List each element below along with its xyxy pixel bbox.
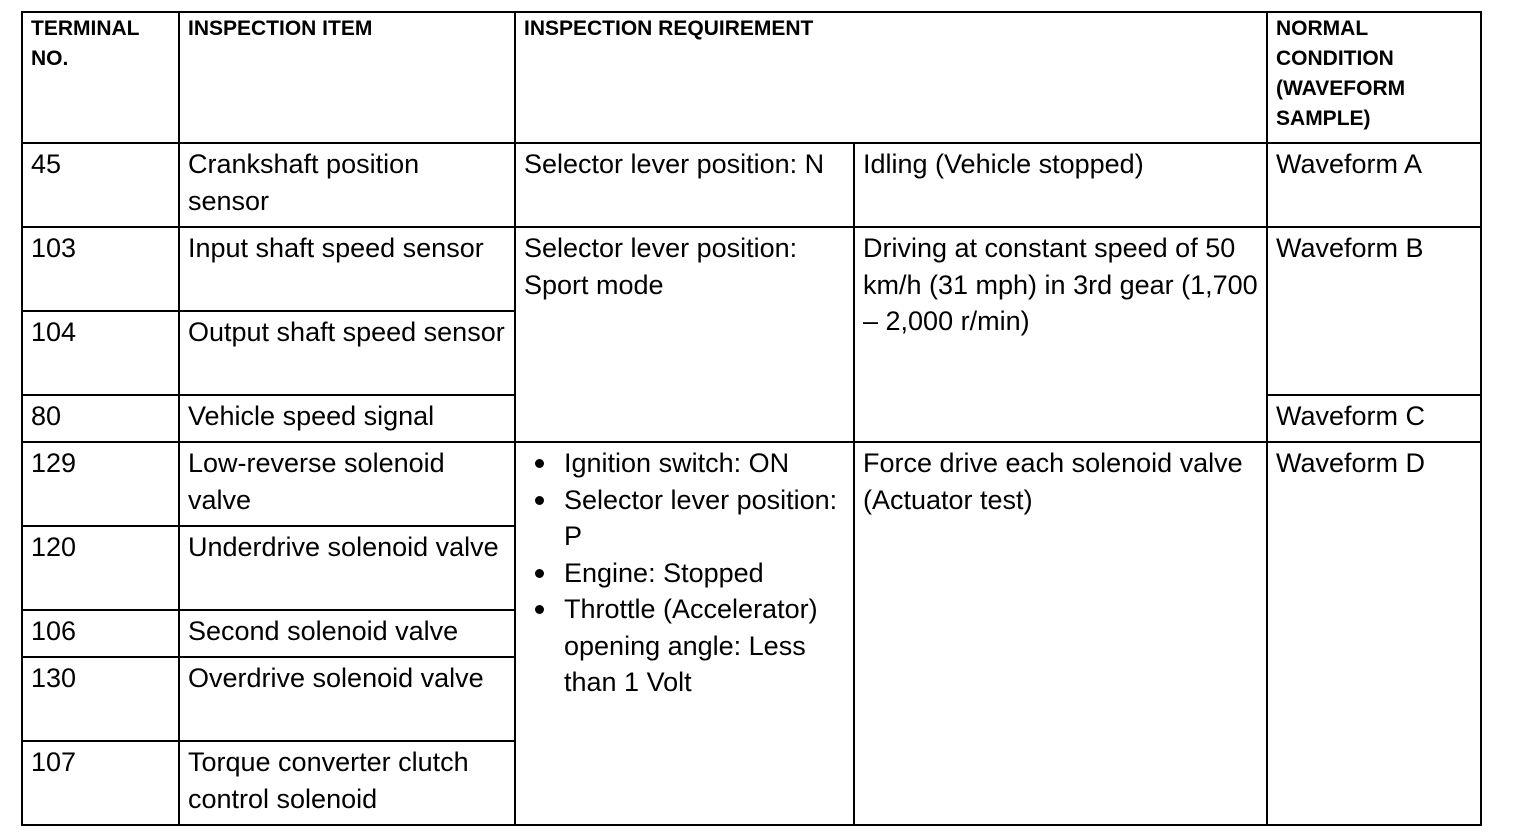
list-item: Ignition switch: ON <box>524 445 845 482</box>
terminal-cell: 45 <box>22 143 179 227</box>
item-cell: Crankshaft position sensor <box>179 143 515 227</box>
waveform-cell: Waveform A <box>1267 143 1481 227</box>
condition-cell: Driving at constant speed of 50 km/h (31 mph) in 3rd gear (1,700 – 2,000 r/min) <box>854 227 1267 442</box>
waveform-cell: Waveform B <box>1267 227 1481 395</box>
item-cell: Second solenoid valve <box>179 610 515 657</box>
table-row <box>22 442 1481 526</box>
condition-cell: Idling (Vehicle stopped) <box>854 143 1267 227</box>
item-cell: Input shaft speed sensor <box>179 227 515 311</box>
waveform-cell: Waveform C <box>1267 395 1481 442</box>
terminal-cell: 107 <box>22 741 179 825</box>
item-cell: Overdrive solenoid valve <box>179 657 515 741</box>
header-normal-condition: NORMAL CONDITION (WAVEFORM SAMPLE) <box>1267 12 1481 143</box>
item-cell: Torque converter clutch control solenoid <box>179 741 515 825</box>
terminal-cell: 104 <box>22 311 179 395</box>
list-item: Throttle (Accelerator) opening angle: Less than 1 Volt <box>524 591 845 701</box>
terminal-cell: 103 <box>22 227 179 311</box>
requirement-cell: Selector lever position: Sport mode <box>515 227 854 442</box>
header-inspection-item: INSPECTION ITEM <box>179 12 515 143</box>
list-item: Engine: Stopped <box>524 555 845 592</box>
terminal-cell: 120 <box>22 526 179 610</box>
requirement-bullet-list <box>524 445 845 701</box>
terminal-cell: 106 <box>22 610 179 657</box>
requirement-cell: Selector lever position: N <box>515 143 854 227</box>
header-row <box>22 12 1481 143</box>
item-cell: Underdrive solenoid valve <box>179 526 515 610</box>
terminal-cell: 129 <box>22 442 179 526</box>
item-cell: Output shaft speed sensor <box>179 311 515 395</box>
requirement-cell <box>515 442 854 825</box>
item-cell: Low-reverse solenoid valve <box>179 442 515 526</box>
terminal-cell: 80 <box>22 395 179 442</box>
condition-cell: Force drive each solenoid valve (Actuator test) <box>854 442 1267 825</box>
item-cell: Vehicle speed signal <box>179 395 515 442</box>
table-row <box>22 143 1481 227</box>
table-row <box>22 227 1481 311</box>
header-terminal-no: TERMINAL NO. <box>22 12 179 143</box>
list-item: Selector lever position: P <box>524 482 845 555</box>
terminal-cell: 130 <box>22 657 179 741</box>
inspection-table <box>21 11 1482 826</box>
waveform-cell: Waveform D <box>1267 442 1481 825</box>
header-inspection-requirement: INSPECTION REQUIREMENT <box>515 12 1267 143</box>
